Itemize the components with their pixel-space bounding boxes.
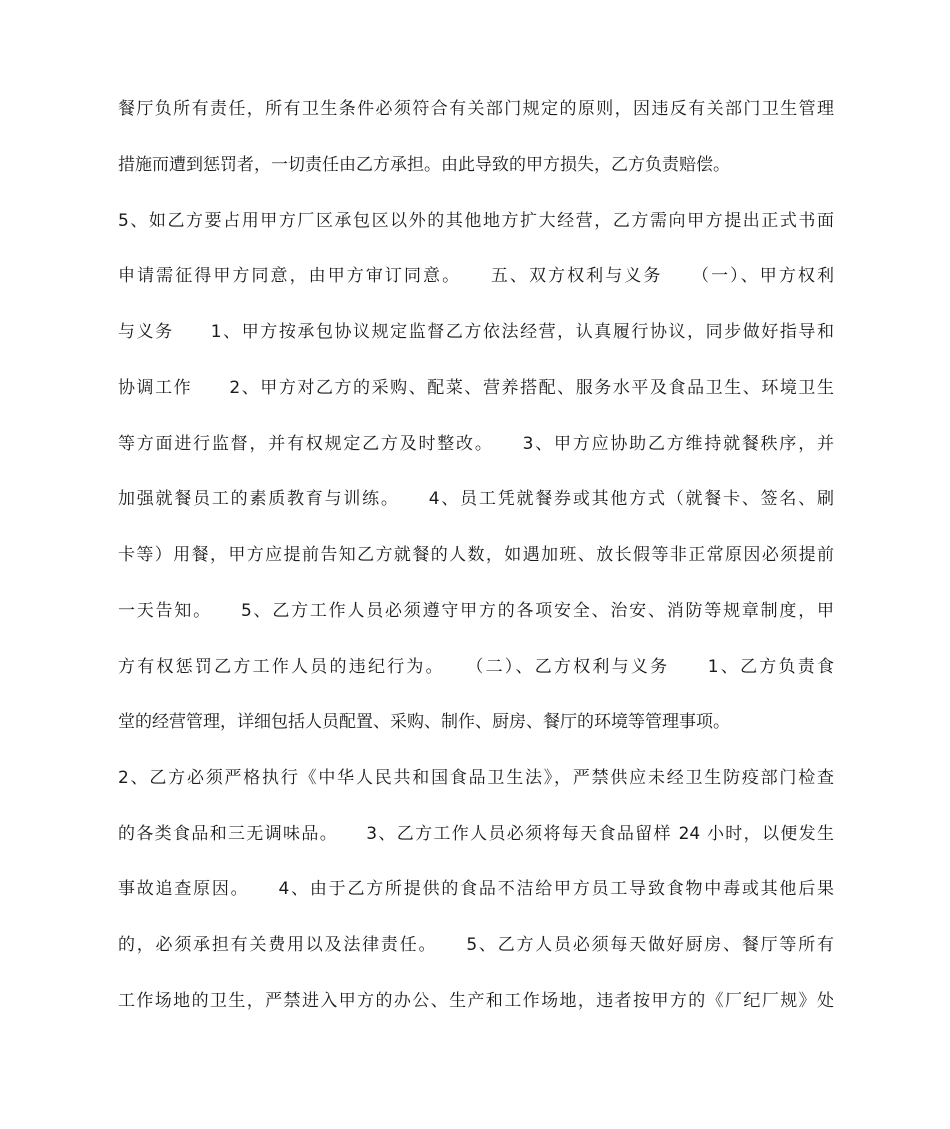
text-line-1: 餐厅负所有责任，所有卫生条件必须符合有关部门规定的原则，因违反有关部门卫生管理 bbox=[118, 99, 834, 119]
text-line-9: 卡等）用餐，甲方应提前告知乙方就餐的人数，如遇加班、放长假等非正常原因必须提前 bbox=[118, 545, 834, 565]
text-line-5: 与义务 1、甲方按承包协议规定监督乙方依法经营，认真履行协议，同步做好指导和 bbox=[118, 322, 834, 342]
text-line-3: 5、如乙方要占用甲方厂区承包区以外的其他地方扩大经营，乙方需向甲方提出正式书面 bbox=[118, 211, 834, 231]
text-line-11: 方有权惩罚乙方工作人员的违纪行为。 （二）、乙方权利与义务 1、乙方负责食 bbox=[118, 657, 834, 677]
text-line-13: 2、乙方必须严格执行《中华人民共和国食品卫生法》，严禁供应未经卫生防疫部门检查 bbox=[118, 768, 834, 788]
text-line-17: 工作场地的卫生，严禁进入甲方的办公、生产和工作场地，违者按甲方的《厂纪厂规》处 bbox=[118, 991, 834, 1011]
text-line-4: 申请需征得甲方同意，由甲方审订同意。 五、双方权利与义务 （一）、甲方权利 bbox=[118, 266, 834, 286]
text-line-8: 加强就餐员工的素质教育与训练。 4、员工凭就餐券或其他方式（就餐卡、签名、刷 bbox=[118, 489, 834, 509]
text-line-10: 一天告知。 5、乙方工作人员必须遵守甲方的各项安全、治安、消防等规章制度，甲 bbox=[118, 601, 834, 621]
text-line-15: 事故追查原因。 4、由于乙方所提供的食品不洁给甲方员工导致食物中毒或其他后果 bbox=[118, 879, 834, 899]
text-line-2: 措施而遭到惩罚者，一切责任由乙方承担。由此导致的甲方损失，乙方负责赔偿。 bbox=[118, 155, 730, 175]
text-line-14: 的各类食品和三无调味品。 3、乙方工作人员必须将每天食品留样 24 小时，以便发生 bbox=[118, 824, 834, 844]
text-line-7: 等方面进行监督，并有权规定乙方及时整改。 3、甲方应协助乙方维持就餐秩序，并 bbox=[118, 434, 834, 454]
text-line-6: 协调工作 2、甲方对乙方的采购、配菜、营养搭配、服务水平及食品卫生、环境卫生 bbox=[118, 378, 834, 398]
text-line-12: 堂的经营管理，详细包括人员配置、采购、制作、厨房、餐厅的环境等管理事项。 bbox=[118, 712, 730, 732]
text-line-16: 的，必须承担有关费用以及法律责任。 5、乙方人员必须每天做好厨房、餐厅等所有 bbox=[118, 935, 834, 955]
